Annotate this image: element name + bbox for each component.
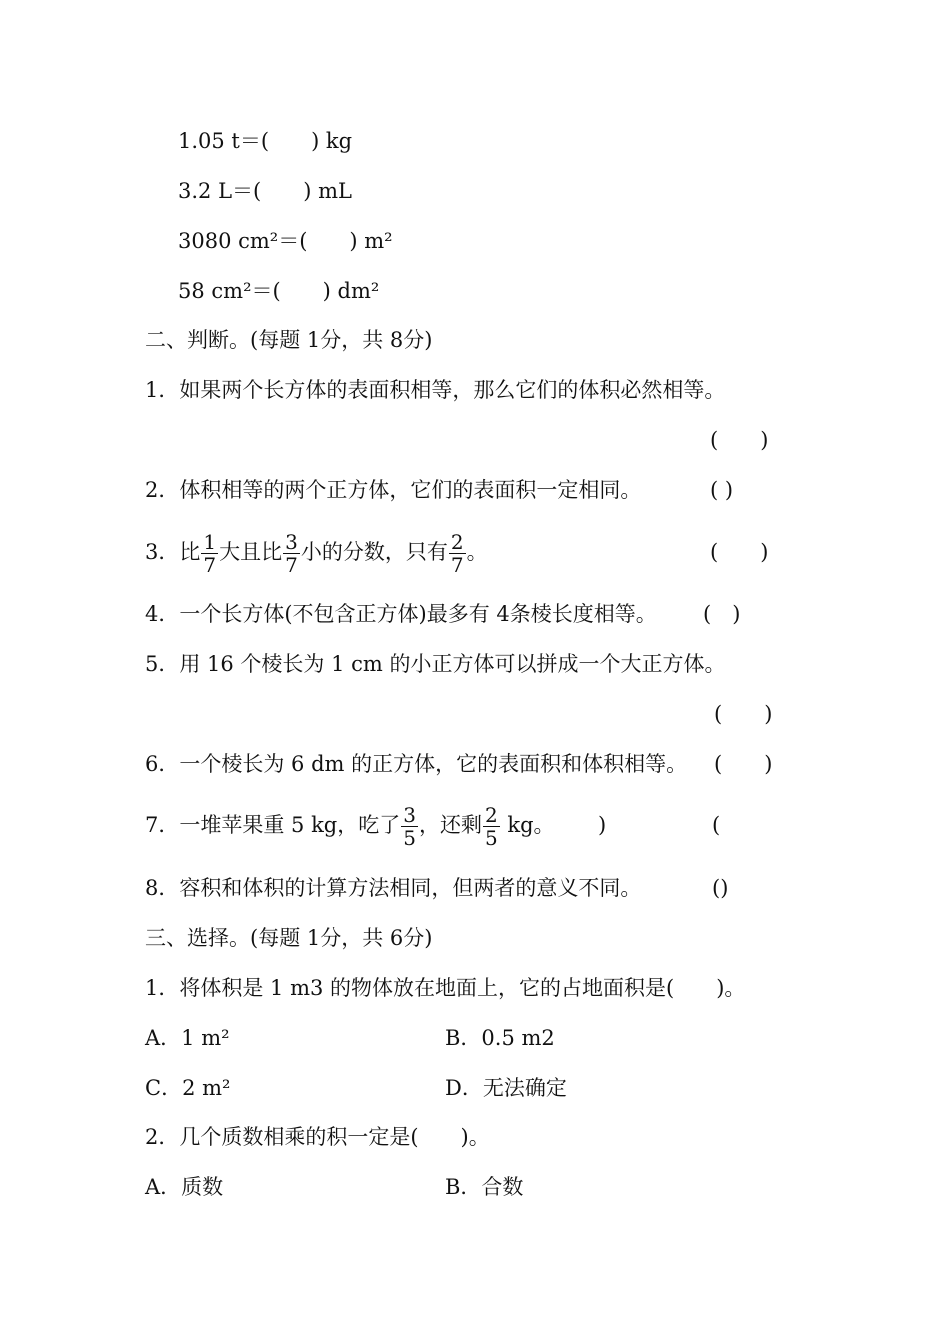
- choice-question-2: 2．几个质数相乘的积一定是( )。: [145, 1125, 490, 1149]
- option-1c[interactable]: C．2 m²: [145, 1076, 231, 1100]
- answer-paren-7-close: ): [598, 813, 607, 837]
- fraction-numerator: 3: [285, 530, 298, 554]
- option-2a[interactable]: A．质数: [145, 1175, 224, 1199]
- judgement-item-8: 8．容积和体积的计算方法相同，但两者的意义不同。: [145, 876, 642, 900]
- answer-paren-3[interactable]: ( ): [710, 540, 769, 564]
- answer-paren-8[interactable]: (): [712, 876, 729, 900]
- conversion-2: 3.2 L＝( ) mL: [178, 179, 352, 203]
- fraction-denominator: 5: [484, 826, 498, 850]
- fraction-3-7: [283, 531, 300, 576]
- judgement-item-4: 4．一个长方体(不包含正方体)最多有 4条棱长度相等。: [145, 602, 657, 626]
- option-2b[interactable]: B．合数: [445, 1175, 524, 1199]
- conversion-3: 3080 cm²＝( ) m²: [178, 229, 393, 253]
- judgement-item-1: 1．如果两个长方体的表面积相等，那么它们的体积必然相等。: [145, 378, 726, 402]
- option-1a[interactable]: A．1 m²: [145, 1026, 230, 1050]
- judgement-item-3: [145, 527, 488, 577]
- item-7-prefix: 7．一堆苹果重 5 kg，吃了: [145, 813, 401, 837]
- fraction-numerator: 2: [484, 803, 498, 827]
- fraction-denominator: 7: [203, 553, 217, 577]
- item-7-mid: ，还剩: [418, 813, 482, 837]
- item-3-mid2: 小的分数，只有: [300, 540, 448, 564]
- choice-question-1: 1．将体积是 1 m3 的物体放在地面上，它的占地面积是( )。: [145, 976, 746, 1000]
- answer-paren-4[interactable]: ( ): [703, 602, 741, 626]
- judgement-item-2: 2．体积相等的两个正方体，它们的表面积一定相同。: [145, 478, 642, 502]
- answer-paren-7-open[interactable]: (: [712, 813, 721, 837]
- answer-paren-5[interactable]: ( ): [714, 702, 773, 726]
- section-heading-judgement: 二、判断。(每题 1分，共 8分): [145, 328, 433, 352]
- conversion-4: 58 cm²＝( ) dm²: [178, 279, 380, 303]
- fraction-numerator: 1: [203, 530, 217, 554]
- item-7-suffix: kg。: [500, 813, 555, 837]
- answer-paren-1[interactable]: ( ): [710, 428, 769, 452]
- judgement-item-5: 5．用 16 个棱长为 1 cm 的小正方体可以拼成一个大正方体。: [145, 652, 726, 676]
- item-3-mid1: 大且比: [219, 540, 283, 564]
- item-3-prefix: 3．比: [145, 540, 201, 564]
- fraction-denominator: 5: [403, 826, 416, 850]
- answer-paren-6[interactable]: ( ): [714, 752, 773, 776]
- fraction-2-7: [449, 531, 466, 576]
- option-1d[interactable]: D．无法确定: [445, 1076, 567, 1100]
- conversion-1: 1.05 t＝( ) kg: [178, 129, 353, 153]
- fraction-numerator: 3: [403, 803, 416, 827]
- fraction-denominator: 7: [450, 553, 464, 577]
- item-3-suffix: 。: [466, 540, 488, 564]
- fraction-1-7: [201, 531, 218, 576]
- fraction-2-5: [483, 804, 500, 849]
- fraction-denominator: 7: [285, 553, 298, 577]
- judgement-item-6: 6．一个棱长为 6 dm 的正方体，它的表面积和体积相等。: [145, 752, 688, 776]
- judgement-item-7: [145, 800, 555, 850]
- answer-paren-2[interactable]: ( ): [710, 478, 734, 502]
- fraction-numerator: 2: [450, 530, 464, 554]
- section-heading-choice: 三、选择。(每题 1分，共 6分): [145, 926, 433, 950]
- option-1b[interactable]: B．0.5 m2: [445, 1026, 555, 1050]
- fraction-3-5: [401, 804, 418, 849]
